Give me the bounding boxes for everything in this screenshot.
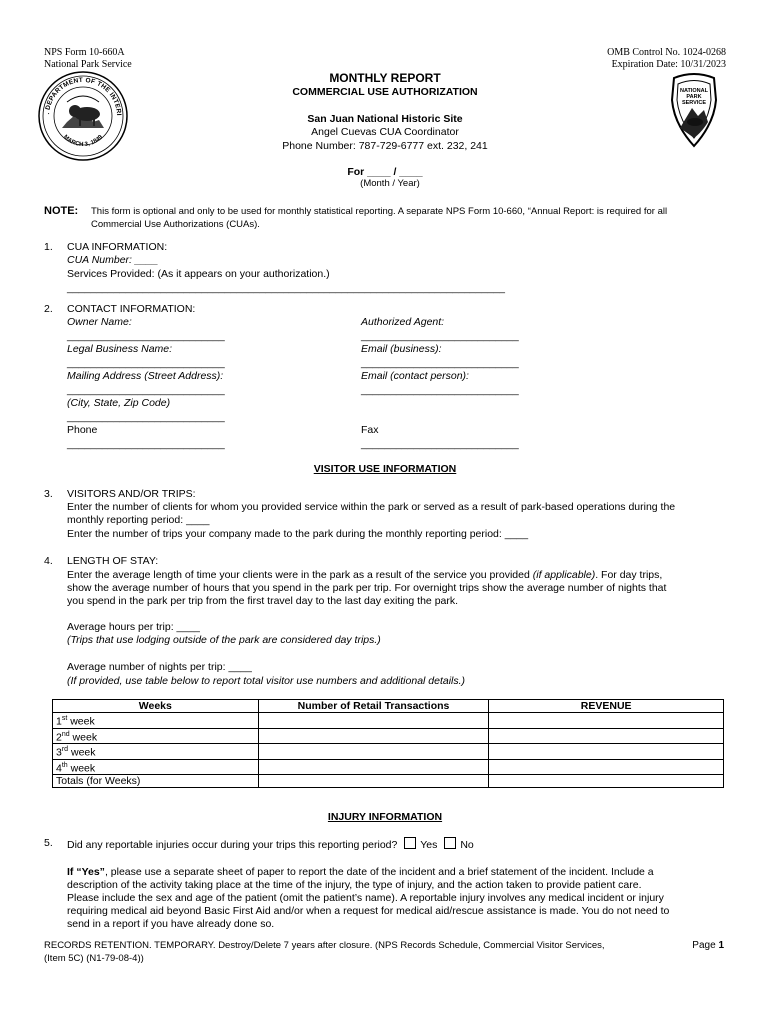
phone-label: Phone [67, 424, 98, 436]
revenue-total-cell[interactable] [489, 775, 724, 788]
email-business-field[interactable]: ___________________________ [361, 357, 519, 369]
phone-field[interactable]: ___________________________ [67, 438, 225, 450]
injury-instructions-line1: If “Yes”, please use a separate sheet of paper to report the date of the incident and a brief statement of the incident. Include a [67, 866, 654, 878]
mailing-address-field[interactable]: ___________________________ [67, 384, 225, 396]
form-number: NPS Form 10-660A [44, 47, 125, 58]
section-4-title: LENGTH OF STAY: [67, 555, 159, 567]
fax-label: Fax [361, 424, 379, 436]
revenue-cell[interactable] [489, 728, 724, 744]
week-label: 4th week [53, 759, 259, 775]
fax-field[interactable]: ___________________________ [361, 438, 519, 450]
column-header-revenue: REVENUE [489, 700, 724, 713]
section-3-title: VISITORS AND/OR TRIPS: [67, 488, 196, 500]
revenue-cell[interactable] [489, 744, 724, 760]
legal-business-name-label: Legal Business Name: [67, 343, 173, 355]
email-contact-label: Email (contact person): [361, 370, 469, 382]
trips-count-field[interactable]: Enter the number of trips your company made to the park during the monthly reporting period: ____ [67, 528, 529, 540]
records-retention-line1: RECORDS RETENTION. TEMPORARY. Destroy/Delete 7 years after closure. (NPS Records Schedule, Commercial Visitor Services, [44, 940, 605, 951]
revenue-cell[interactable] [489, 759, 724, 775]
report-title: MONTHLY REPORT [329, 71, 441, 85]
table-row [53, 728, 724, 744]
owner-name-field[interactable]: ___________________________ [67, 330, 225, 342]
yes-checkbox[interactable] [404, 837, 416, 849]
injury-instructions-line5: send in a report if you have already done so. [67, 918, 275, 930]
email-business-label: Email (business): [361, 343, 442, 355]
injury-question: Did any reportable injuries occur during your trips this reporting period? Yes No [67, 839, 474, 851]
arrowhead-text-1: NATIONAL [679, 88, 709, 94]
expiration-date: Expiration Date: 10/31/2023 [611, 59, 726, 70]
services-provided-label: Services Provided: (As it appears on your authorization.) [67, 268, 330, 280]
coordinator-phone: Phone Number: 787-729-6777 ext. 232, 241 [282, 140, 488, 152]
authorized-agent-field[interactable]: ___________________________ [361, 330, 519, 342]
week-label: 3rd week [53, 744, 259, 760]
average-nights-field[interactable]: Average number of nights per trip: ____ [67, 661, 252, 673]
note-label: NOTE: [44, 205, 79, 217]
section-2-number: 2. [44, 303, 53, 315]
seal-date: MARCH 3, 1849 [61, 134, 105, 149]
no-checkbox[interactable] [444, 837, 456, 849]
cua-number-field[interactable]: CUA Number: ____ [67, 254, 159, 266]
totals-label: Totals (for Weeks) [53, 775, 259, 788]
section-1-title: CUA INFORMATION: [67, 241, 168, 253]
section-5-number: 5. [44, 837, 53, 849]
seal-text: . DEPARTMENT OF THE INTERI [44, 76, 123, 116]
no-label: No [460, 839, 474, 851]
arrowhead-text-2: PARK [686, 94, 702, 100]
visitor-use-heading: VISITOR USE INFORMATION [313, 463, 457, 475]
owner-name-label: Owner Name: [67, 316, 132, 328]
injury-instructions-line4: requiring medical aid beyond Basic First Aid and/or when a request for medical aid/rescue assistance is made. You do not need to [67, 905, 670, 917]
coordinator-name: Angel Cuevas CUA Coordinator [311, 126, 459, 138]
transactions-cell[interactable] [258, 759, 489, 775]
services-provided-field[interactable]: ___________________________________________________________________________ [67, 282, 505, 294]
transactions-cell[interactable] [258, 744, 489, 760]
section-4-number: 4. [44, 555, 53, 567]
transactions-total-cell[interactable] [258, 775, 489, 788]
column-header-weeks: Weeks [53, 700, 259, 713]
city-state-zip-field[interactable]: ___________________________ [67, 411, 225, 423]
injury-heading: INJURY INFORMATION [327, 811, 443, 823]
table-totals-row [53, 775, 724, 788]
injury-instructions-line3: Please include the sex and age of the patient (omit the patient’s name). A reportable injury involves any medical incident or injury [67, 892, 664, 904]
authorized-agent-label: Authorized Agent: [361, 316, 445, 328]
transactions-cell[interactable] [258, 728, 489, 744]
for-period-hint: (Month / Year) [360, 178, 420, 189]
page-number: Page 1 [692, 940, 724, 951]
note-text-line2: Commercial Use Authorizations (CUAs). [91, 219, 260, 230]
table-row [53, 713, 724, 729]
section-4-text-line1: Enter the average length of time your clients were in the park as a result of the service you provided (if applicable). For day trips, [67, 569, 663, 581]
section-3-text-line1: Enter the number of clients for whom you provided service within the park or served as a result of park-based operations during the [67, 501, 676, 513]
average-hours-note: (Trips that use lodging outside of the park are considered day trips.) [67, 634, 381, 646]
agency-name: National Park Service [44, 59, 132, 70]
arrowhead-text-3: SERVICE [681, 100, 707, 106]
section-2-title: CONTACT INFORMATION: [67, 303, 196, 315]
column-header-transactions: Number of Retail Transactions [258, 700, 489, 713]
section-3-number: 3. [44, 488, 53, 500]
for-period-field[interactable]: For ____ / ____ [347, 166, 423, 178]
table-row [53, 759, 724, 775]
legal-business-name-field[interactable]: ___________________________ [67, 357, 225, 369]
omb-control-number: OMB Control No. 1024-0268 [607, 47, 726, 58]
site-name: San Juan National Historic Site [307, 113, 463, 125]
clients-count-field[interactable]: monthly reporting period: ____ [67, 514, 210, 526]
average-hours-field[interactable]: Average hours per trip: ____ [67, 621, 200, 633]
transactions-cell[interactable] [258, 713, 489, 729]
yes-label: Yes [420, 839, 438, 851]
weekly-transactions-table [52, 699, 724, 788]
city-state-zip-label: (City, State, Zip Code) [67, 397, 171, 409]
average-nights-note: (If provided, use table below to report total visitor use numbers and additional details.) [67, 675, 466, 687]
note-text-line1: This form is optional and only to be used for monthly statistical reporting. A separate NPS Form 10-660, “Annual Report: is required for all [91, 206, 668, 217]
records-retention-line2: (Item 5C) (N1-79-08-4)) [44, 953, 144, 964]
section-4-text-line2: show the average number of hours that you spend in the park per trip. For overnight trips show the average number of nights that [67, 582, 667, 594]
section-1-number: 1. [44, 241, 53, 253]
week-label: 2nd week [53, 728, 259, 744]
revenue-cell[interactable] [489, 713, 724, 729]
table-header-row [53, 700, 724, 713]
report-subtitle: COMMERCIAL USE AUTHORIZATION [292, 86, 478, 98]
injury-instructions-line2: description of the activity taking place at the time of the injury, the type of injury, and the action taken to provide patient care. [67, 879, 642, 891]
table-row [53, 744, 724, 760]
week-label: 1st week [53, 713, 259, 729]
section-4-text-line3: you spend in the park per trip from the first travel day to the last day exiting the park. [67, 595, 459, 607]
mailing-address-label: Mailing Address (Street Address): [67, 370, 224, 382]
email-contact-field[interactable]: ___________________________ [361, 384, 519, 396]
